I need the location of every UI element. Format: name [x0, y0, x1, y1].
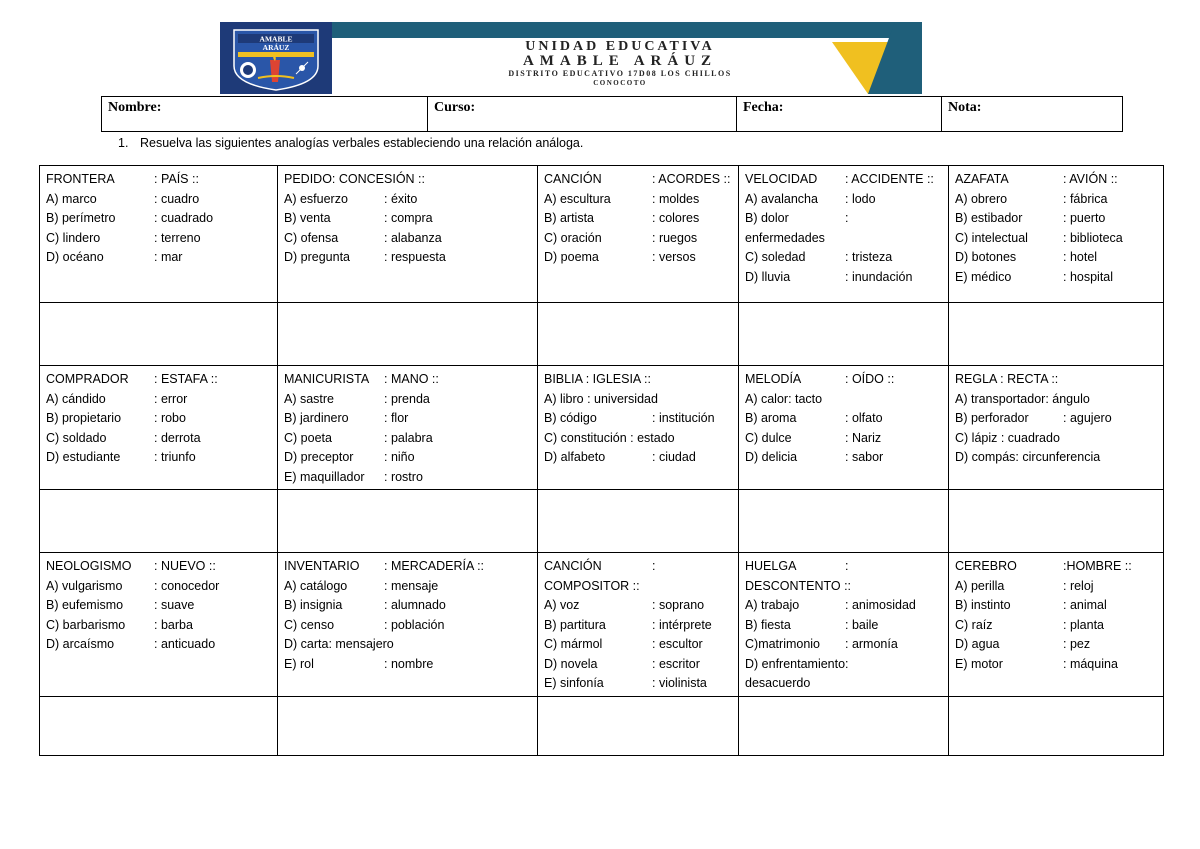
- analogy-cell: [949, 166, 1164, 303]
- analogy-line: [284, 209, 531, 229]
- analogy-term: REGLA : RECTA ::: [955, 372, 1059, 386]
- answer-cell[interactable]: [40, 490, 278, 553]
- analogy-cell: [538, 166, 739, 303]
- analogy-pair: : institución: [652, 411, 715, 425]
- analogy-pair: :: [845, 559, 849, 573]
- analogy-term: A) trabajo: [745, 598, 800, 612]
- analogy-line: [46, 390, 271, 410]
- analogy-term: C) intelectual: [955, 230, 1028, 245]
- analogy-pair: : AVIÓN ::: [1063, 172, 1118, 186]
- school-district: DISTRITO EDUCATIVO 17D08 LOS CHILLOS: [508, 69, 732, 78]
- analogy-line: [745, 409, 942, 429]
- instruction: [118, 136, 583, 150]
- analogy-line: [284, 409, 531, 429]
- analogy-pair: : terreno: [154, 230, 201, 245]
- analogy-line: [955, 577, 1157, 597]
- analogy-term: A) marco: [46, 191, 97, 206]
- answer-cell[interactable]: [40, 696, 278, 755]
- analogy-line: [745, 170, 942, 190]
- analogy-pair: : prenda: [384, 391, 430, 406]
- school-name: AMABLE ARÁUZ: [522, 53, 718, 69]
- analogy-term: COMPOSITOR ::: [544, 578, 640, 593]
- analogy-line: [544, 429, 732, 449]
- analogy-line: [544, 170, 732, 190]
- analogy-pair: : éxito: [384, 191, 418, 206]
- analogy-pair: : triunfo: [154, 450, 196, 464]
- analogy-term: MANICURISTA: [284, 372, 370, 386]
- banner-top-strip: [332, 22, 922, 38]
- analogy-term: D) agua: [955, 637, 1000, 651]
- answer-cell[interactable]: [278, 696, 538, 755]
- analogy-term: D) alfabeto: [544, 450, 606, 464]
- analogy-pair: : Nariz: [845, 430, 882, 445]
- analogy-term: E) sinfonía: [544, 676, 604, 690]
- analogy-line: [544, 596, 732, 616]
- analogy-term: D) enfrentamiento:: [745, 656, 849, 671]
- analogy-term: C) soldado: [46, 430, 107, 445]
- analogy-line: [745, 635, 942, 655]
- analogy-term: C) constitución : estado: [544, 430, 675, 445]
- analogy-cell: [278, 166, 538, 303]
- analogy-line: [745, 268, 942, 288]
- analogy-line: [955, 655, 1157, 675]
- analogy-term: C) lindero: [46, 230, 101, 245]
- grade-field[interactable]: [942, 97, 1123, 132]
- analogy-term: A) transportador: ángulo: [955, 391, 1090, 406]
- analogy-pair: : MANO ::: [384, 372, 439, 386]
- analogy-line: [46, 635, 271, 655]
- answer-cell[interactable]: [739, 490, 949, 553]
- analogy-pair: : niño: [384, 450, 415, 464]
- analogy-pair: : animosidad: [845, 598, 916, 612]
- analogy-line: [284, 655, 531, 675]
- svg-text:ARÁUZ: ARÁUZ: [262, 43, 290, 52]
- analogy-line: [745, 616, 942, 636]
- analogy-line: [544, 577, 732, 597]
- analogy-pair: : moldes: [652, 191, 700, 206]
- analogy-pair: : hospital: [1063, 269, 1114, 284]
- analogy-line: [745, 674, 942, 694]
- analogy-term: PEDIDO: CONCESIÓN ::: [284, 172, 425, 186]
- analogy-term: D) delicia: [745, 450, 798, 464]
- analogy-term: B) eufemismo: [46, 598, 124, 612]
- analogy-cell: [40, 553, 278, 697]
- analogy-pair: : nombre: [384, 656, 434, 671]
- analogy-line: [955, 370, 1157, 390]
- analogy-pair: : compra: [384, 211, 433, 225]
- answer-row: [40, 490, 1164, 553]
- analogy-line: [46, 209, 271, 229]
- analogy-pair: : ruegos: [652, 230, 698, 245]
- analogy-term: E) maquillador: [284, 469, 365, 484]
- analogy-term: D) compás: circunferencia: [955, 450, 1101, 464]
- analogy-term: VELOCIDAD: [745, 172, 818, 186]
- analogy-pair: : ESTAFA ::: [154, 372, 218, 386]
- analogy-pair: : suave: [154, 598, 195, 612]
- analogy-pair: : soprano: [652, 598, 705, 612]
- analogy-line: [284, 448, 531, 468]
- answer-row: [40, 696, 1164, 755]
- analogy-line: [284, 577, 531, 597]
- analogy-pair: : versos: [652, 250, 696, 264]
- analogy-term: C) raíz: [955, 617, 993, 632]
- analogy-term: desacuerdo: [745, 676, 811, 690]
- name-field[interactable]: [102, 97, 428, 132]
- analogy-line: [544, 674, 732, 694]
- student-info-table: [101, 96, 1123, 132]
- exercise-row: [40, 366, 1164, 490]
- analogy-pair: : tristeza: [845, 250, 893, 264]
- analogy-term: D) océano: [46, 250, 104, 264]
- analogy-line: [745, 229, 942, 249]
- analogy-term: COMPRADOR: [46, 372, 129, 386]
- analogy-line: [544, 248, 732, 268]
- analogy-term: B) estibador: [955, 211, 1023, 225]
- analogy-term: B) perímetro: [46, 211, 116, 225]
- analogy-pair: : violinista: [652, 676, 707, 690]
- analogy-line: [745, 655, 942, 675]
- analogy-term: FRONTERA: [46, 172, 115, 186]
- analogy-term: C) poeta: [284, 430, 332, 445]
- analogy-line: [745, 209, 942, 229]
- analogy-pair: : barba: [154, 617, 193, 632]
- analogy-term: DESCONTENTO ::: [745, 578, 852, 593]
- analogy-line: [544, 557, 732, 577]
- analogy-term: B) insignia: [284, 598, 343, 612]
- analogy-term: B) perforador: [955, 411, 1029, 425]
- answer-cell[interactable]: [949, 490, 1164, 553]
- exercise-row: [40, 553, 1164, 697]
- answer-row: [40, 303, 1164, 366]
- instruction-number: 1.: [118, 136, 129, 150]
- analogy-pair: : cuadro: [154, 191, 200, 206]
- analogy-term: E) médico: [955, 269, 1012, 284]
- analogy-term: C) barbarismo: [46, 617, 126, 632]
- analogy-term: C) lápiz : cuadrado: [955, 430, 1060, 445]
- analogy-term: A) sastre: [284, 391, 335, 406]
- analogy-line: [284, 596, 531, 616]
- date-label: Fecha:: [743, 100, 784, 115]
- analogy-line: [544, 616, 732, 636]
- analogy-line: [745, 190, 942, 210]
- analogy-cell: [538, 366, 739, 490]
- grade-label: Nota:: [948, 100, 982, 115]
- analogy-line: [46, 429, 271, 449]
- analogy-term: C) censo: [284, 617, 335, 632]
- analogy-line: [955, 390, 1157, 410]
- analogy-term: A) cándido: [46, 391, 106, 406]
- analogy-cell: [278, 366, 538, 490]
- analogy-line: [955, 635, 1157, 655]
- analogy-pair: : olfato: [845, 411, 883, 425]
- analogy-term: C) mármol: [544, 637, 603, 651]
- analogy-line: [46, 557, 271, 577]
- answer-cell[interactable]: [949, 696, 1164, 755]
- analogy-pair: : ACCIDENTE ::: [845, 172, 934, 186]
- analogy-pair: : escultor: [652, 637, 703, 651]
- analogy-line: [284, 616, 531, 636]
- answer-cell[interactable]: [278, 490, 538, 553]
- answer-cell[interactable]: [278, 303, 538, 366]
- analogy-term: A) vulgarismo: [46, 578, 123, 593]
- analogy-term: E) rol: [284, 656, 314, 671]
- analogy-line: [544, 635, 732, 655]
- analogy-pair: : fábrica: [1063, 191, 1108, 206]
- analogy-term: NEOLOGISMO: [46, 559, 132, 573]
- analogy-term: C) ofensa: [284, 230, 339, 245]
- analogy-pair: : agujero: [1063, 411, 1112, 425]
- analogy-pair: : anticuado: [154, 637, 216, 651]
- answer-cell[interactable]: [739, 696, 949, 755]
- analogy-pair: : respuesta: [384, 250, 446, 264]
- analogy-pair: : inundación: [845, 269, 913, 284]
- analogy-pair: : mar: [154, 250, 183, 264]
- analogy-term: B) aroma: [745, 411, 797, 425]
- analogy-line: [284, 557, 531, 577]
- analogy-pair: : armonía: [845, 637, 898, 651]
- analogy-line: [745, 370, 942, 390]
- analogy-pair: : población: [384, 617, 445, 632]
- analogy-pair: :HOMBRE ::: [1063, 559, 1132, 573]
- analogy-line: [955, 409, 1157, 429]
- analogy-cell: [949, 553, 1164, 697]
- analogy-line: [955, 429, 1157, 449]
- analogy-term: B) jardinero: [284, 411, 349, 425]
- analogy-line: [955, 448, 1157, 468]
- analogy-line: [955, 190, 1157, 210]
- name-label: Nombre:: [108, 100, 162, 115]
- analogy-line: [745, 596, 942, 616]
- analogy-line: [955, 616, 1157, 636]
- analogy-line: [955, 557, 1157, 577]
- analogy-line: [544, 390, 732, 410]
- analogy-cell: [278, 553, 538, 697]
- analogy-line: [46, 448, 271, 468]
- date-field[interactable]: [737, 97, 942, 132]
- analogy-pair: : flor: [384, 411, 409, 425]
- analogy-line: [955, 170, 1157, 190]
- analogy-pair: : PAÍS ::: [154, 172, 199, 186]
- analogy-term: E) motor: [955, 656, 1003, 671]
- analogy-line: [544, 655, 732, 675]
- analogy-term: D) pregunta: [284, 250, 351, 264]
- analogy-term: B) propietario: [46, 411, 122, 425]
- analogy-term: D) lluvia: [745, 269, 791, 284]
- analogy-pair: : pez: [1063, 637, 1091, 651]
- analogy-line: [544, 448, 732, 468]
- analogy-pair: : animal: [1063, 598, 1107, 612]
- analogy-line: [284, 190, 531, 210]
- analogy-pair: : máquina: [1063, 656, 1118, 671]
- analogy-line: [284, 429, 531, 449]
- analogy-line: [745, 429, 942, 449]
- analogy-line: [955, 209, 1157, 229]
- analogy-pair: :: [845, 211, 849, 225]
- course-label: Curso:: [434, 100, 476, 115]
- analogies-grid: [39, 165, 1164, 756]
- analogy-pair: : alabanza: [384, 230, 442, 245]
- analogy-line: [284, 635, 531, 655]
- analogy-term: A) calor: tacto: [745, 391, 823, 406]
- analogy-pair: : robo: [154, 411, 186, 425]
- analogy-term: D) carta: mensajero: [284, 637, 394, 651]
- analogy-pair: : sabor: [845, 450, 884, 464]
- analogy-pair: : hotel: [1063, 250, 1098, 264]
- analogy-pair: : intérprete: [652, 617, 712, 632]
- analogy-line: [284, 390, 531, 410]
- analogy-line: [955, 229, 1157, 249]
- analogy-term: B) partitura: [544, 617, 606, 632]
- analogy-pair: : error: [154, 391, 188, 406]
- analogy-term: A) obrero: [955, 191, 1008, 206]
- analogy-line: [284, 468, 531, 488]
- analogy-line: [46, 248, 271, 268]
- analogy-term: C) dulce: [745, 430, 792, 445]
- answer-cell[interactable]: [739, 303, 949, 366]
- analogy-term: C)matrimonio: [745, 637, 821, 651]
- analogy-line: [46, 409, 271, 429]
- analogy-term: C) oración: [544, 230, 602, 245]
- school-shield-logo: [222, 24, 330, 92]
- svg-text:AMABLE: AMABLE: [259, 34, 293, 44]
- analogy-pair: : ACORDES ::: [652, 172, 731, 186]
- analogy-cell: [739, 553, 949, 697]
- analogy-cell: [739, 166, 949, 303]
- analogy-term: B) fiesta: [745, 617, 791, 632]
- analogy-pair: : OÍDO ::: [845, 372, 895, 386]
- analogy-pair: : mensaje: [384, 578, 439, 593]
- analogy-cell: [40, 366, 278, 490]
- analogy-cell: [739, 366, 949, 490]
- analogy-line: [46, 577, 271, 597]
- analogy-term: D) estudiante: [46, 450, 121, 464]
- answer-cell[interactable]: [538, 303, 739, 366]
- answer-cell[interactable]: [538, 490, 739, 553]
- instruction-text: Resuelva las siguientes analogías verbales estableciendo una relación análoga.: [140, 136, 584, 150]
- analogy-term: A) escultura: [544, 191, 611, 206]
- analogy-pair: : palabra: [384, 430, 433, 445]
- analogy-pair: : planta: [1063, 617, 1105, 632]
- analogy-term: CANCIÓN: [544, 559, 602, 573]
- analogy-pair: : puerto: [1063, 211, 1106, 225]
- analogy-term: A) libro : universidad: [544, 391, 658, 406]
- analogy-pair: : NUEVO ::: [154, 559, 216, 573]
- analogy-line: [46, 170, 271, 190]
- analogy-cell: [949, 366, 1164, 490]
- analogy-term: C) soledad: [745, 250, 806, 264]
- analogy-line: [284, 370, 531, 390]
- analogy-line: [46, 190, 271, 210]
- analogy-pair: : rostro: [384, 469, 423, 484]
- answer-cell[interactable]: [538, 696, 739, 755]
- analogy-term: enfermedades: [745, 230, 825, 245]
- analogy-line: [955, 268, 1157, 288]
- analogy-term: MELODÍA: [745, 372, 802, 386]
- analogy-term: B) venta: [284, 211, 331, 225]
- analogy-line: [544, 229, 732, 249]
- analogy-term: CEREBRO: [955, 559, 1017, 573]
- banner-text: [390, 40, 850, 87]
- analogy-term: INVENTARIO: [284, 559, 360, 573]
- answer-cell[interactable]: [949, 303, 1164, 366]
- analogy-term: CANCIÓN: [544, 172, 602, 186]
- analogy-line: [745, 248, 942, 268]
- analogy-pair: :: [652, 559, 656, 573]
- analogy-line: [284, 229, 531, 249]
- analogy-line: [955, 248, 1157, 268]
- analogy-pair: : cuadrado: [154, 211, 214, 225]
- analogy-line: [745, 577, 942, 597]
- analogy-line: [544, 370, 732, 390]
- analogy-term: A) avalancha: [745, 191, 818, 206]
- analogy-line: [544, 209, 732, 229]
- analogy-term: A) voz: [544, 598, 580, 612]
- analogy-line: [745, 557, 942, 577]
- exercise-row: [40, 166, 1164, 303]
- course-field[interactable]: [428, 97, 737, 132]
- analogy-line: [46, 370, 271, 390]
- analogy-pair: : colores: [652, 211, 700, 225]
- analogy-line: [544, 409, 732, 429]
- analogy-term: A) esfuerzo: [284, 191, 348, 206]
- analogy-term: HUELGA: [745, 559, 797, 573]
- analogy-line: [745, 390, 942, 410]
- analogy-term: B) dolor: [745, 211, 789, 225]
- analogy-line: [284, 170, 531, 190]
- analogy-line: [46, 596, 271, 616]
- analogy-line: [955, 596, 1157, 616]
- school-location: CONOCOTO: [593, 79, 647, 87]
- school-label: UNIDAD EDUCATIVA: [525, 39, 715, 54]
- analogy-line: [745, 448, 942, 468]
- analogy-term: B) artista: [544, 211, 595, 225]
- analogy-pair: : escritor: [652, 656, 700, 671]
- analogy-term: D) arcaísmo: [46, 637, 115, 651]
- analogy-term: D) novela: [544, 656, 598, 671]
- analogy-term: BIBLIA : IGLESIA ::: [544, 372, 652, 386]
- analogy-term: D) poema: [544, 250, 599, 264]
- analogy-pair: : baile: [845, 617, 879, 632]
- analogy-term: D) botones: [955, 250, 1017, 264]
- analogy-cell: [538, 553, 739, 697]
- analogy-pair: : MERCADERÍA ::: [384, 559, 485, 573]
- analogy-term: A) perilla: [955, 578, 1005, 593]
- analogy-term: B) instinto: [955, 598, 1011, 612]
- analogy-line: [544, 190, 732, 210]
- analogy-term: B) código: [544, 411, 597, 425]
- analogy-line: [46, 229, 271, 249]
- answer-cell[interactable]: [40, 303, 278, 366]
- analogy-pair: : biblioteca: [1063, 230, 1123, 245]
- analogy-pair: : conocedor: [154, 578, 220, 593]
- analogy-pair: : alumnado: [384, 598, 446, 612]
- analogy-pair: : derrota: [154, 430, 201, 445]
- analogy-term: A) catálogo: [284, 578, 348, 593]
- analogy-line: [284, 248, 531, 268]
- analogy-pair: : lodo: [845, 191, 876, 206]
- analogy-pair: : reloj: [1063, 578, 1094, 593]
- analogy-cell: [40, 166, 278, 303]
- analogy-term: AZAFATA: [955, 172, 1009, 186]
- analogy-line: [46, 616, 271, 636]
- analogy-pair: : ciudad: [652, 450, 696, 464]
- analogy-term: D) preceptor: [284, 450, 354, 464]
